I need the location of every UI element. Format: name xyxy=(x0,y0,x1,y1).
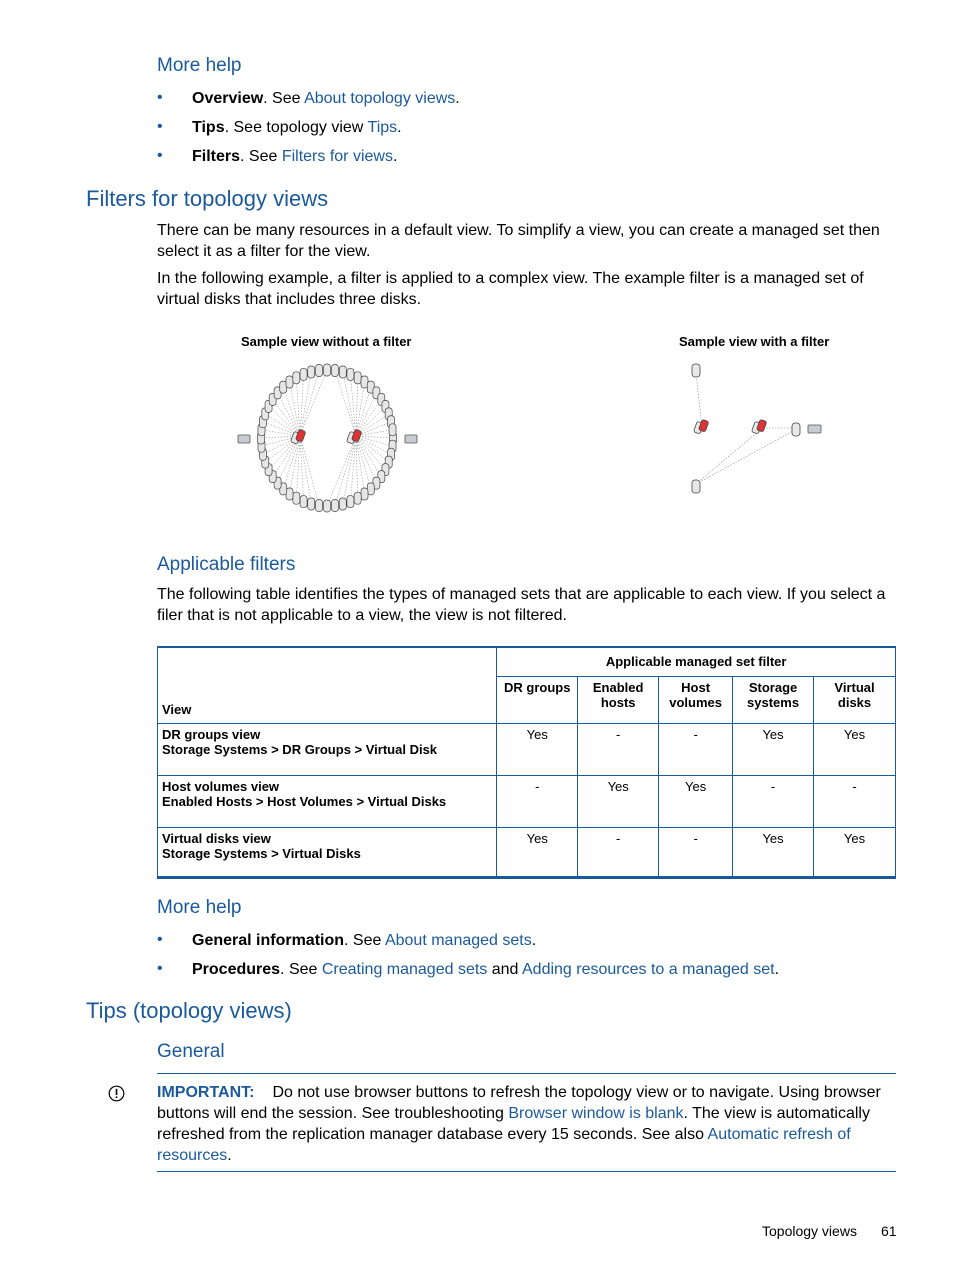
view-cell xyxy=(158,827,497,877)
table-cell: Yes xyxy=(733,723,814,775)
table-row xyxy=(158,775,896,827)
important-text-part: . The view is automatically refreshed from the replication manager database every 15 seconds. See also xyxy=(157,1105,870,1143)
disk-icon xyxy=(389,424,396,436)
item-bold: Procedures xyxy=(192,961,281,978)
item-bold: Filters xyxy=(192,148,241,165)
table-row xyxy=(158,827,896,877)
view-title: Host volumes view xyxy=(162,778,280,794)
item-text: . See xyxy=(263,90,305,107)
important-text-part: Do not use browser buttons to refresh the topology view or to navigate. Using browser buttons will end the session. See troubleshooting xyxy=(157,1084,881,1122)
footer-section: Topology views xyxy=(762,1223,857,1239)
general-heading: General xyxy=(157,1041,225,1062)
disk-icon xyxy=(324,364,331,376)
filters-paragraph-1: There can be many resources in a default view. To simplify a view, you can create a managed set then select it as a filter for the view. xyxy=(157,222,880,260)
item-text: . xyxy=(531,932,537,949)
column-header: Virtual disks xyxy=(814,676,896,723)
disk-icon xyxy=(339,498,346,510)
item-bold: Tips xyxy=(192,119,225,136)
table-cell: Yes xyxy=(659,775,733,827)
more-help-heading-1: More help xyxy=(157,55,242,76)
table-cell: Yes xyxy=(578,775,659,827)
item-text: . xyxy=(397,119,402,136)
disk-icon xyxy=(331,364,338,376)
table-cell: - xyxy=(733,775,814,827)
disk-icon xyxy=(339,366,346,378)
applicable-filters-heading: Applicable filters xyxy=(157,554,296,575)
more-help-list-1 xyxy=(157,89,892,170)
important-text xyxy=(157,1082,892,1166)
applicable-filters-table xyxy=(157,646,896,879)
filters-heading: Filters for topology views xyxy=(86,186,329,211)
disk-icon xyxy=(308,366,315,378)
item-text: . xyxy=(774,961,780,978)
bullet-icon: • xyxy=(157,118,163,135)
table-cell: - xyxy=(814,775,896,827)
column-header: Storage systems xyxy=(733,676,814,723)
disk-icon xyxy=(361,488,368,500)
topology-without-filter-diagram xyxy=(230,358,430,518)
column-header: Enabled hosts xyxy=(578,676,659,723)
view-column-header: View xyxy=(158,647,497,723)
item-text: . See xyxy=(280,961,322,978)
automatic-refresh-link[interactable]: Automatic refresh of resources xyxy=(157,1126,851,1164)
table-cell: Yes xyxy=(814,827,896,877)
disk-icon xyxy=(293,492,300,504)
disk-icon xyxy=(316,364,323,376)
view-title: Virtual disks view xyxy=(162,830,271,846)
disk-icon xyxy=(354,492,361,504)
disk-icon xyxy=(308,498,315,510)
table-cell: - xyxy=(578,723,659,775)
disk-icon xyxy=(347,496,354,508)
applicable-filters-paragraph: The following table identifies the types of managed sets that are applicable to each view. If you select a filer that is not applicable to a view, the view is not filtered. xyxy=(157,586,886,624)
list-item xyxy=(157,118,402,137)
list-item xyxy=(157,147,398,166)
caption-with-filter: Sample view with a filter xyxy=(679,334,830,349)
important-label: IMPORTANT: xyxy=(157,1084,255,1101)
about-topology-views-link[interactable]: About topology views xyxy=(304,90,456,107)
disk-icon xyxy=(293,372,300,384)
disk-icon xyxy=(354,372,361,384)
tips-heading: Tips (topology views) xyxy=(86,998,292,1023)
item-text: and xyxy=(487,961,522,978)
creating-managed-sets-link[interactable]: Creating managed sets xyxy=(321,961,488,978)
host-icon xyxy=(808,425,821,433)
item-text: . See xyxy=(240,148,282,165)
table-cell: - xyxy=(497,775,578,827)
browser-window-blank-link[interactable]: Browser window is blank xyxy=(508,1105,684,1122)
bullet-icon: • xyxy=(157,960,163,977)
dr-group-icon xyxy=(290,429,361,444)
list-item xyxy=(157,931,537,950)
view-path: Storage Systems > DR Groups > Virtual Disk xyxy=(162,741,438,757)
table-cell: - xyxy=(659,723,733,775)
table-cell: - xyxy=(659,827,733,877)
list-item xyxy=(157,960,780,979)
item-text: . xyxy=(392,148,398,165)
disk-icon xyxy=(331,500,338,512)
important-icon xyxy=(108,1085,125,1102)
about-managed-sets-link[interactable]: About managed sets xyxy=(384,932,532,949)
disk-icon xyxy=(286,376,293,388)
item-text: . See topology view xyxy=(224,119,368,136)
caption-without-filter: Sample view without a filter xyxy=(241,334,412,349)
table-cell: - xyxy=(578,827,659,877)
table-cell: Yes xyxy=(497,827,578,877)
more-help-list-2 xyxy=(157,931,892,992)
dr-group-icon xyxy=(693,419,766,434)
important-note xyxy=(157,1073,896,1172)
column-header: DR groups xyxy=(497,676,578,723)
list-item xyxy=(157,89,460,108)
table-cell: Yes xyxy=(497,723,578,775)
filters-paragraph-2: In the following example, a filter is applied to a complex view. The example filter is a managed set of virtual disks that includes three disks. xyxy=(157,270,864,308)
topology-with-filter-diagram xyxy=(680,358,830,498)
view-title: DR groups view xyxy=(162,726,261,742)
bullet-icon: • xyxy=(157,931,163,948)
item-text: . xyxy=(455,90,460,107)
disk-icon xyxy=(316,500,323,512)
disk-icon xyxy=(300,496,307,508)
item-text: . See xyxy=(344,932,385,949)
tips-link[interactable]: Tips xyxy=(367,119,398,136)
item-bold: General information xyxy=(192,932,345,949)
bullet-icon: • xyxy=(157,89,163,106)
adding-resources-link[interactable]: Adding resources to a managed set xyxy=(522,961,775,978)
view-cell xyxy=(158,723,497,775)
important-text-part: . xyxy=(227,1147,232,1164)
filters-for-views-link[interactable]: Filters for views xyxy=(281,148,393,165)
bullet-icon: • xyxy=(157,147,163,164)
table-cell: Yes xyxy=(733,827,814,877)
item-bold: Overview xyxy=(192,90,264,107)
more-help-heading-2: More help xyxy=(157,897,242,918)
table-row xyxy=(158,723,896,775)
view-cell xyxy=(158,775,497,827)
disk-icon xyxy=(300,368,307,380)
view-path: Enabled Hosts > Host Volumes > Virtual Disks xyxy=(162,793,447,809)
view-path: Storage Systems > Virtual Disks xyxy=(162,845,361,861)
disk-icon xyxy=(324,500,331,512)
table-cell: Yes xyxy=(814,723,896,775)
managed-set-filter-header: Applicable managed set filter xyxy=(497,647,896,676)
disk-icon xyxy=(347,368,354,380)
page-number: 61 xyxy=(881,1223,897,1239)
column-header: Host volumes xyxy=(659,676,733,723)
